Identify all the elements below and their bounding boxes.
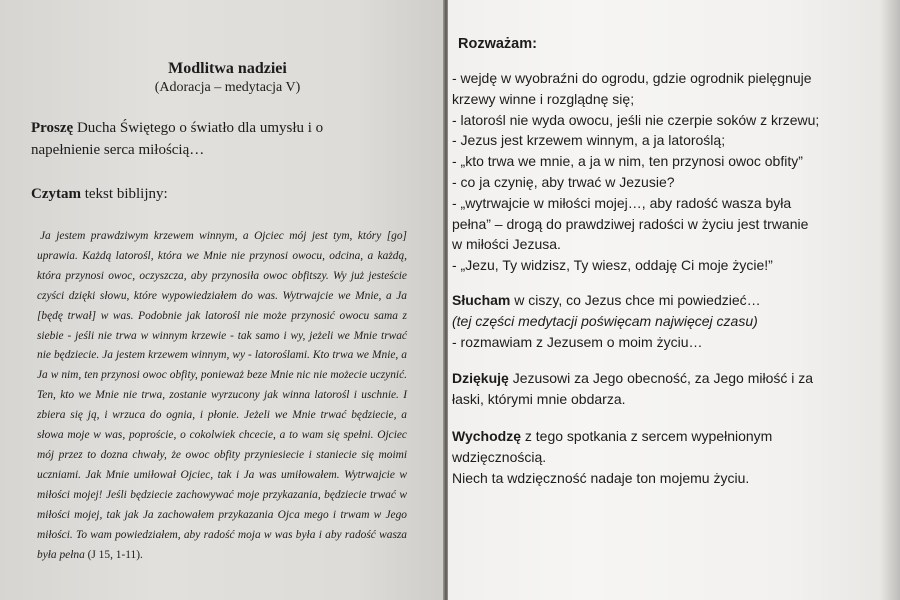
dziekuje-label: Dziękuję [452,370,509,387]
bible-reference: (J 15, 1-11). [84,548,143,561]
edge-shadow [880,0,900,600]
right-page [448,0,900,600]
rozwazam-line: - „Jezu, Ty widzisz, Ty wiesz, oddaję Ci moje życie!” [452,257,773,274]
rozwazam-line: krzewy winne i rozglądnę się; [452,90,635,107]
dziekuje-text-line2: łaski, którymi mnie obdarza. [452,391,626,408]
rozwazam-line: - co ja czynię, aby trwać w Jezusie? [452,173,675,190]
czytam-label: Czytam [31,186,81,202]
rozwazam-line: - „wytrwajcie w miłości mojej…, aby radość wasza była [452,194,792,211]
rozwazam-line: - „kto trwa we mnie, a ja w nim, ten przynosi owoc obfity” [452,153,803,170]
czytam-paragraph [31,183,424,205]
page-title: Modlitwa nadziei [168,60,287,77]
czytam-text: tekst biblijny: [80,186,168,202]
bible-passage [31,227,424,565]
prosze-paragraph [31,117,424,161]
rozwazam-list [452,68,890,276]
bible-text: Ja jestem prawdziwym krzewem winnym, a Ojciec mój jest tym, który [go] uprawia. Każdą latorośl, która we Mnie nie przynosi owocu, odcina, a każdą, która przynosi owoc, oczyszcza, aby przynosiła owoc obfitszy. Wy już jesteście czyści dzięki słowu, które wypowiedziałem do was. Wytrwajcie we Mnie, a Ja [będę trwał] w was. Podobnie jak latorośl nie może przynosić owocu sama z siebie - jeśli nie trwa w winnym krzewie - tak samo i wy, jeżeli we Mnie trwać nie będziecie. Ja jestem krzewem winnym, wy - latoroślami. Kto trwa we Mnie, a Ja w nim, ten przynosi owoc obfity, ponieważ beze Mnie nic nie możecie uczynić. Ten, kto we Mnie nie trwa, zostanie wyrzucony jak winna latorośl i uschnie. I zbiera się ją, i wrzuca do ognia, i płonie. Jeżeli we Mnie trwać będziecie, a słowa moje w was, poproście, o cokolwiek chcecie, a to wam się spełni. Ojciec mój przez to dozna chwały, że owoc obfity przyniesiecie i staniecie się moimi uczniami. Jak Mnie umiłował Ojciec, tak i Ja was umiłowałem. Wytrwajcie w miłości mojej! Jeśli będziecie zachowywać moje przykazania, będziecie trwać w miłości mojej, tak jak Ja zachowałem przykazania Ojca mego i trwam w Jego miłości. To wam powiedziałem, aby radość moja w was była i aby radość wasza była pełna [37,230,407,561]
wychodze-text: z tego spotkania z sercem wypełnionym [520,427,773,444]
rozwazam-line: - latorośl nie wyda owocu, jeśli nie czerpie soków z krzewu; [452,111,820,128]
slucham-label: Słucham [452,291,511,308]
dziekuje-text: Jezusowi za Jego obecność, za Jego miłość i za [508,370,814,387]
rozwazam-line: - Jezus jest krzewem winnym, a ja latoroślą; [452,132,726,149]
wychodze-label: Wychodzę [452,427,521,444]
page-subtitle: (Adoracja – medytacja V) [154,80,301,95]
prosze-text-line2: napełnienie serca miłością… [31,142,205,158]
slucham-paragraph [452,290,890,352]
rozwazam-line: - wejdę w wyobraźni do ogrodu, gdzie ogrodnik pielęgnuje [452,70,812,86]
rozwazam-line: pełna” – drogą do prawdziwej radości w życiu jest trwanie [452,215,809,232]
prosze-text: Ducha Świętego o światło dla umysłu i o [73,120,324,136]
dziekuje-paragraph [452,368,890,410]
wychodze-paragraph [452,426,890,488]
rozwazam-line: w miłości Jezusa. [452,236,561,253]
prosze-label: Proszę [31,120,74,136]
slucham-text: w ciszy, co Jezus chce mi powiedzieć… [510,291,761,308]
rozwazam-heading: Rozważam: [458,36,537,52]
wychodze-text-line3: Niech ta wdzięczność nadaje ton mojemu życiu. [452,469,750,486]
slucham-text-line3: - rozmawiam z Jezusem o moim życiu… [452,333,703,350]
slucham-note: (tej części medytacji poświęcam najwięcej czasu) [452,312,758,329]
wychodze-text-line2: wdzięcznością. [452,448,547,465]
left-page [0,0,444,600]
